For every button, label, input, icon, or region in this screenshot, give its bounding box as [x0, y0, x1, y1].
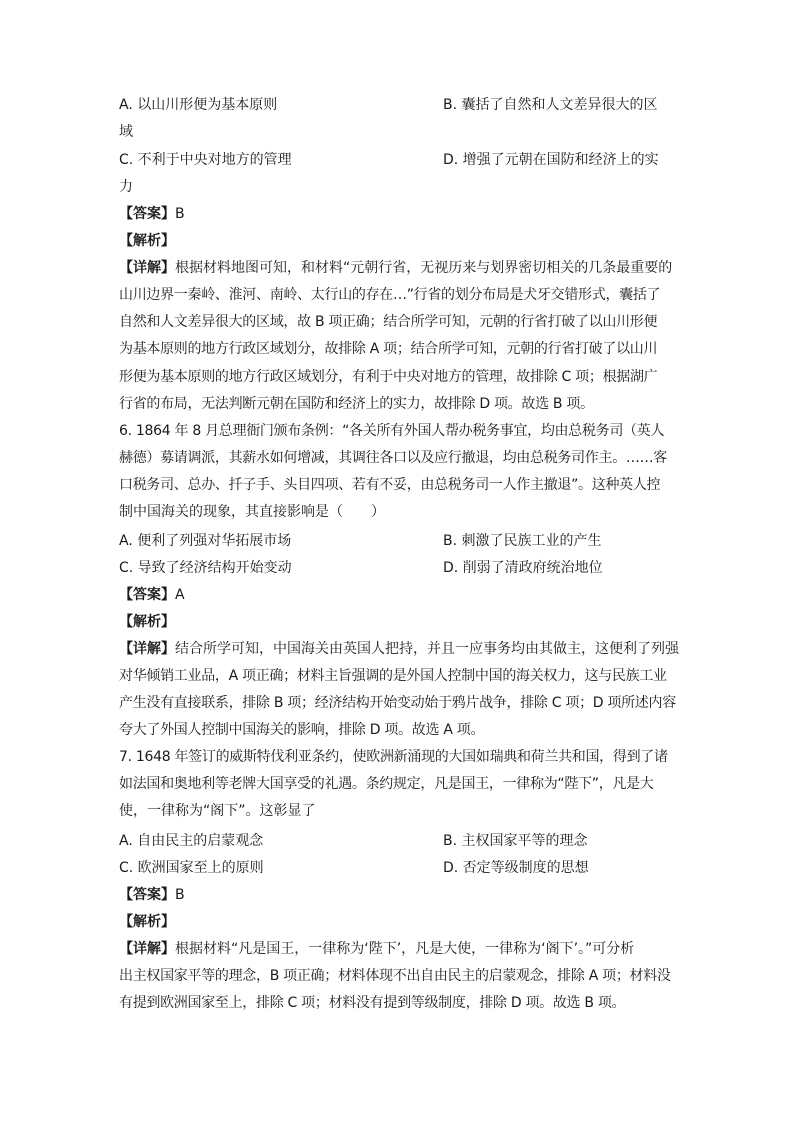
q7-detail-line-1 — [119, 940, 679, 958]
answer-value: A — [175, 587, 185, 603]
q6-option-a: A. 便利了列强对华拓展市场 — [119, 533, 292, 549]
q6-option-b: B. 刺激了民族工业的产生 — [443, 533, 602, 549]
answer-tag: 【答案】 — [119, 587, 175, 603]
answer-tag: 【答案】 — [119, 206, 175, 222]
detail-text: 结合所学可知，中国海关由英国人把持，并且一应事务均由其做主，这便利了列强 — [175, 641, 679, 657]
q7-detail-line-2: 出主权国家平等的理念，B 项正确；材料体现不出自由民主的启蒙观念，排除 A 项；材料没 — [119, 968, 671, 984]
q6-detail-line-2: 对华倾销工业品，A 项正确；材料主旨强调的是外国人控制中国的海关权力，这与民族工业 — [119, 668, 667, 684]
q5-option-d: D. 增强了元朝在国防和经济上的实 — [443, 152, 659, 168]
q6-detail-line-4: 夸大了外国人控制中国海关的影响，排除 D 项。故选 A 项。 — [119, 722, 485, 738]
q5-option-d-wrap: 力 — [119, 179, 133, 195]
q7-analysis-tag: 【解析】 — [119, 914, 175, 930]
q5-option-c: C. 不利于中央对地方的管理 — [119, 152, 292, 168]
detail-text: 根据材料地图可知，和材料“元朝行省，无视历来与划界密切相关的几条最重要的 — [175, 260, 673, 276]
q5-option-b: B. 囊括了自然和人文差异很大的区 — [443, 97, 658, 113]
detail-tag: 【详解】 — [119, 641, 175, 657]
detail-text: 根据材料“凡是国王，一律称为‘陛下’，凡是大使，一律称为‘阁下’。”可分析 — [175, 941, 635, 957]
q6-stem-line-2: 赫德）募请调派，其薪水如何增减，其调往各口以及应行撤退，均由总税务司作主。……客 — [119, 450, 667, 466]
q7-option-b: B. 主权国家平等的理念 — [443, 833, 588, 849]
q7-stem-line-1: 7. 1648 年签订的威斯特伐利亚条约，使欧洲新涌现的大国如瑞典和荷兰共和国，得到了诸 — [119, 749, 668, 765]
q6-stem-line-4: 制中国海关的现象，其直接影响是（ ） — [119, 504, 385, 520]
q5-detail-line-1 — [119, 259, 679, 277]
q6-analysis-tag: 【解析】 — [119, 614, 175, 630]
q6-detail-line-1 — [119, 640, 679, 658]
detail-tag: 【详解】 — [119, 941, 175, 957]
q6-detail-line-3: 产生没有直接联系，排除 B 项；经济结构开始变动始于鸦片战争，排除 C 项；D 项所述内容 — [119, 695, 676, 711]
q5-analysis-tag: 【解析】 — [119, 233, 175, 249]
q6-option-d: D. 削弱了清政府统治地位 — [443, 560, 603, 576]
q7-option-d: D. 否定等级制度的思想 — [443, 860, 589, 876]
answer-value: B — [175, 206, 185, 222]
q5-answer — [119, 205, 679, 223]
q7-detail-line-3: 有提到欧洲国家至上，排除 C 项；材料没有提到等级制度，排除 D 项。故选 B 项。 — [119, 995, 626, 1011]
q6-stem-line-3: 口税务司、总办、扦子手、头目四项、若有不妥，由总税务司一人作主撤退”。这种英人控 — [119, 477, 661, 493]
q5-detail-line-2: 山川边界一秦岭、淮河、南岭、太行山的存在…”行省的划分布局是犬牙交错形式，囊括了 — [119, 287, 661, 303]
answer-tag: 【答案】 — [119, 887, 175, 903]
q6-option-c: C. 导致了经济结构开始变动 — [119, 560, 292, 576]
q5-detail-line-4: 为基本原则的地方行政区域划分，故排除 A 项；结合所学可知，元朝的行省打破了以山川 — [119, 341, 658, 357]
q5-detail-line-5: 形便为基本原则的地方行政区域划分，有利于中央对地方的管理，故排除 C 项；根据湖广 — [119, 369, 658, 385]
q7-stem-line-2: 如法国和奥地利等老牌大国享受的礼遇。条约规定，凡是国王，一律称为“陛下”，凡是大 — [119, 776, 654, 792]
q5-detail-line-3: 自然和人文差异很大的区域，故 B 项正确；结合所学可知，元朝的行省打破了以山川形便 — [119, 314, 658, 330]
detail-tag: 【详解】 — [119, 260, 175, 276]
q6-answer — [119, 586, 679, 604]
q7-answer — [119, 886, 679, 904]
q6-stem-line-1: 6. 1864 年 8 月总理衙门颁布条例：“各关所有外国人帮办税务事宜，均由总税务司（英人 — [119, 423, 665, 439]
q5-detail-line-6: 行省的布局，无法判断元朝在国防和经济上的实力，故排除 D 项。故选 B 项。 — [119, 396, 594, 412]
q7-stem-line-3: 使，一律称为“阁下”。这彰显了 — [119, 803, 316, 819]
q5-option-b-wrap: 域 — [119, 124, 133, 140]
q5-option-a: A. 以山川形便为基本原则 — [119, 97, 278, 113]
q7-option-a: A. 自由民主的启蒙观念 — [119, 833, 264, 849]
answer-value: B — [175, 887, 185, 903]
q7-option-c: C. 欧洲国家至上的原则 — [119, 860, 264, 876]
